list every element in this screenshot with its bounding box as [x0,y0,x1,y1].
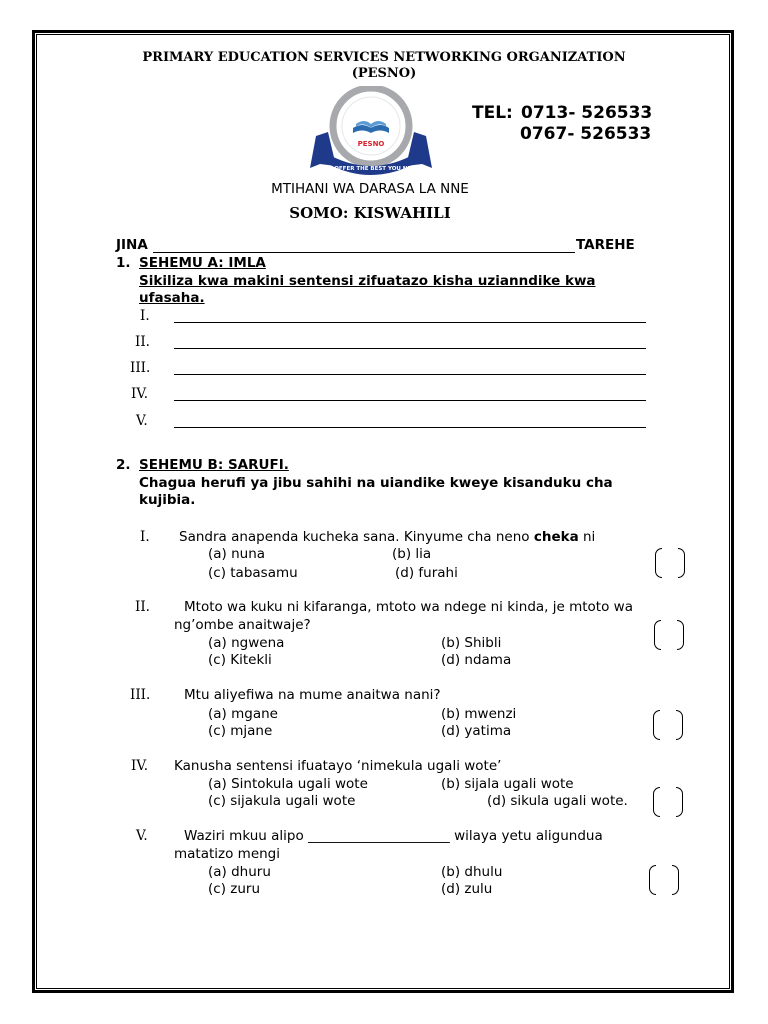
section-b-instruction-2: kujibia. [139,492,196,508]
date-label: TAREHE [576,237,635,253]
dictation-num-3: III. [130,360,151,376]
subject-title: SOMO: KISWAHILI [289,204,451,222]
section-a-title: SEHEMU A: IMLA [139,255,266,271]
question-3-option-c[interactable]: (c) mjane [208,723,273,739]
question-4-option-a[interactable]: (a) Sintokula ugali wote [208,776,368,792]
section-b-number: 2. [116,457,131,473]
question-2-answer-box[interactable] [654,620,684,650]
pesno-logo-icon [306,86,436,178]
question-2-text-2: ng’ombe anaitwaje? [174,617,311,633]
pesno-logo [306,86,436,178]
question-4-option-b[interactable]: (b) sijala ugali wote [441,776,574,792]
question-5-option-d[interactable]: (d) zulu [441,881,493,897]
question-1-number: I. [140,529,150,545]
question-3-option-a[interactable]: (a) mgane [208,706,278,722]
section-b-instruction-1: Chagua herufi ya jibu sahihi na uiandike kweye kisanduku cha [139,475,613,491]
org-abbr: (PESNO) [351,66,417,81]
question-5-answer-box[interactable] [649,865,679,895]
question-1-option-b[interactable]: (b) lia [392,546,432,562]
question-2-option-a[interactable]: (a) ngwena [208,635,285,651]
question-4-option-c[interactable]: (c) sijakula ugali wote [208,793,356,809]
question-4-text: Kanusha sentensi ifuatayo ‘nimekula ugali wote’ [174,758,502,774]
org-name: PRIMARY EDUCATION SERVICES NETWORKING ORGANIZATION [142,50,626,65]
dictation-num-2: II. [135,334,150,350]
dictation-num-1: I. [140,308,150,324]
question-5-number: V. [136,828,148,844]
name-label: JINA [116,237,148,253]
question-1-option-d[interactable]: (d) furahi [395,565,458,581]
section-b-title: SEHEMU B: SARUFI. [139,457,289,473]
question-1-option-c[interactable]: (c) tabasamu [208,565,298,581]
question-5-option-a[interactable]: (a) dhuru [208,864,271,880]
question-3-number: III. [130,687,151,703]
question-1-answer-box[interactable] [655,548,685,578]
question-5-option-c[interactable]: (c) zuru [208,881,260,897]
question-2-text-1: Mtoto wa kuku ni kifaranga, mtoto wa ndege ni kinda, je mtoto wa [184,599,633,615]
question-3-answer-box[interactable] [653,710,683,740]
exam-title: MTIHANI WA DARASA LA NNE [271,181,469,197]
question-1-option-a[interactable]: (a) nuna [208,546,266,562]
question-4-answer-box[interactable] [653,787,683,817]
question-3-option-d[interactable]: (d) yatima [441,723,512,739]
question-2-option-d[interactable]: (d) ndama [441,652,512,668]
question-5-text-1: Waziri mkuu alipo _____________________ wilaya yetu aligundua [184,828,603,844]
name-input-line[interactable] [153,252,575,253]
svg-text:WE OFFER THE BEST YOU NEED: WE OFFER THE BEST YOU NEED [322,166,420,172]
section-a-instruction-1: Sikiliza kwa makini sentensi zifuatazo kisha uzianndike kwa [139,273,596,289]
dictation-line-1[interactable] [174,322,646,323]
question-5-text-2: matatizo mengi [174,846,281,862]
dictation-line-2[interactable] [174,348,646,349]
question-4-number: IV. [131,758,149,774]
question-2-option-c[interactable]: (c) Kitekli [208,652,272,668]
question-3-text: Mtu aliyefiwa na mume anaitwa nani? [184,687,441,703]
question-5-blank[interactable]: _____________________ [308,828,450,844]
svg-text:PESNO: PESNO [357,140,385,148]
question-5-option-b[interactable]: (b) dhulu [441,864,503,880]
question-1-text: Sandra anapenda kucheka sana. Kinyume cha neno cheka ni [179,529,596,545]
section-a-instruction-2: ufasaha. [139,290,205,306]
dictation-num-5: V. [136,413,148,429]
dictation-line-4[interactable] [174,400,646,401]
section-a-number: 1. [116,255,131,271]
tel-number-1: 0713- 526533 [521,103,653,123]
dictation-line-3[interactable] [174,374,646,375]
question-3-option-b[interactable]: (b) mwenzi [441,706,517,722]
tel-number-2: 0767- 526533 [520,124,652,144]
question-4-option-d[interactable]: (d) sikula ugali wote. [487,793,628,809]
question-2-number: II. [135,599,150,615]
question-2-option-b[interactable]: (b) Shibli [441,635,502,651]
tel-label: TEL: [472,103,513,123]
dictation-num-4: IV. [131,386,149,402]
dictation-line-5[interactable] [174,427,646,428]
